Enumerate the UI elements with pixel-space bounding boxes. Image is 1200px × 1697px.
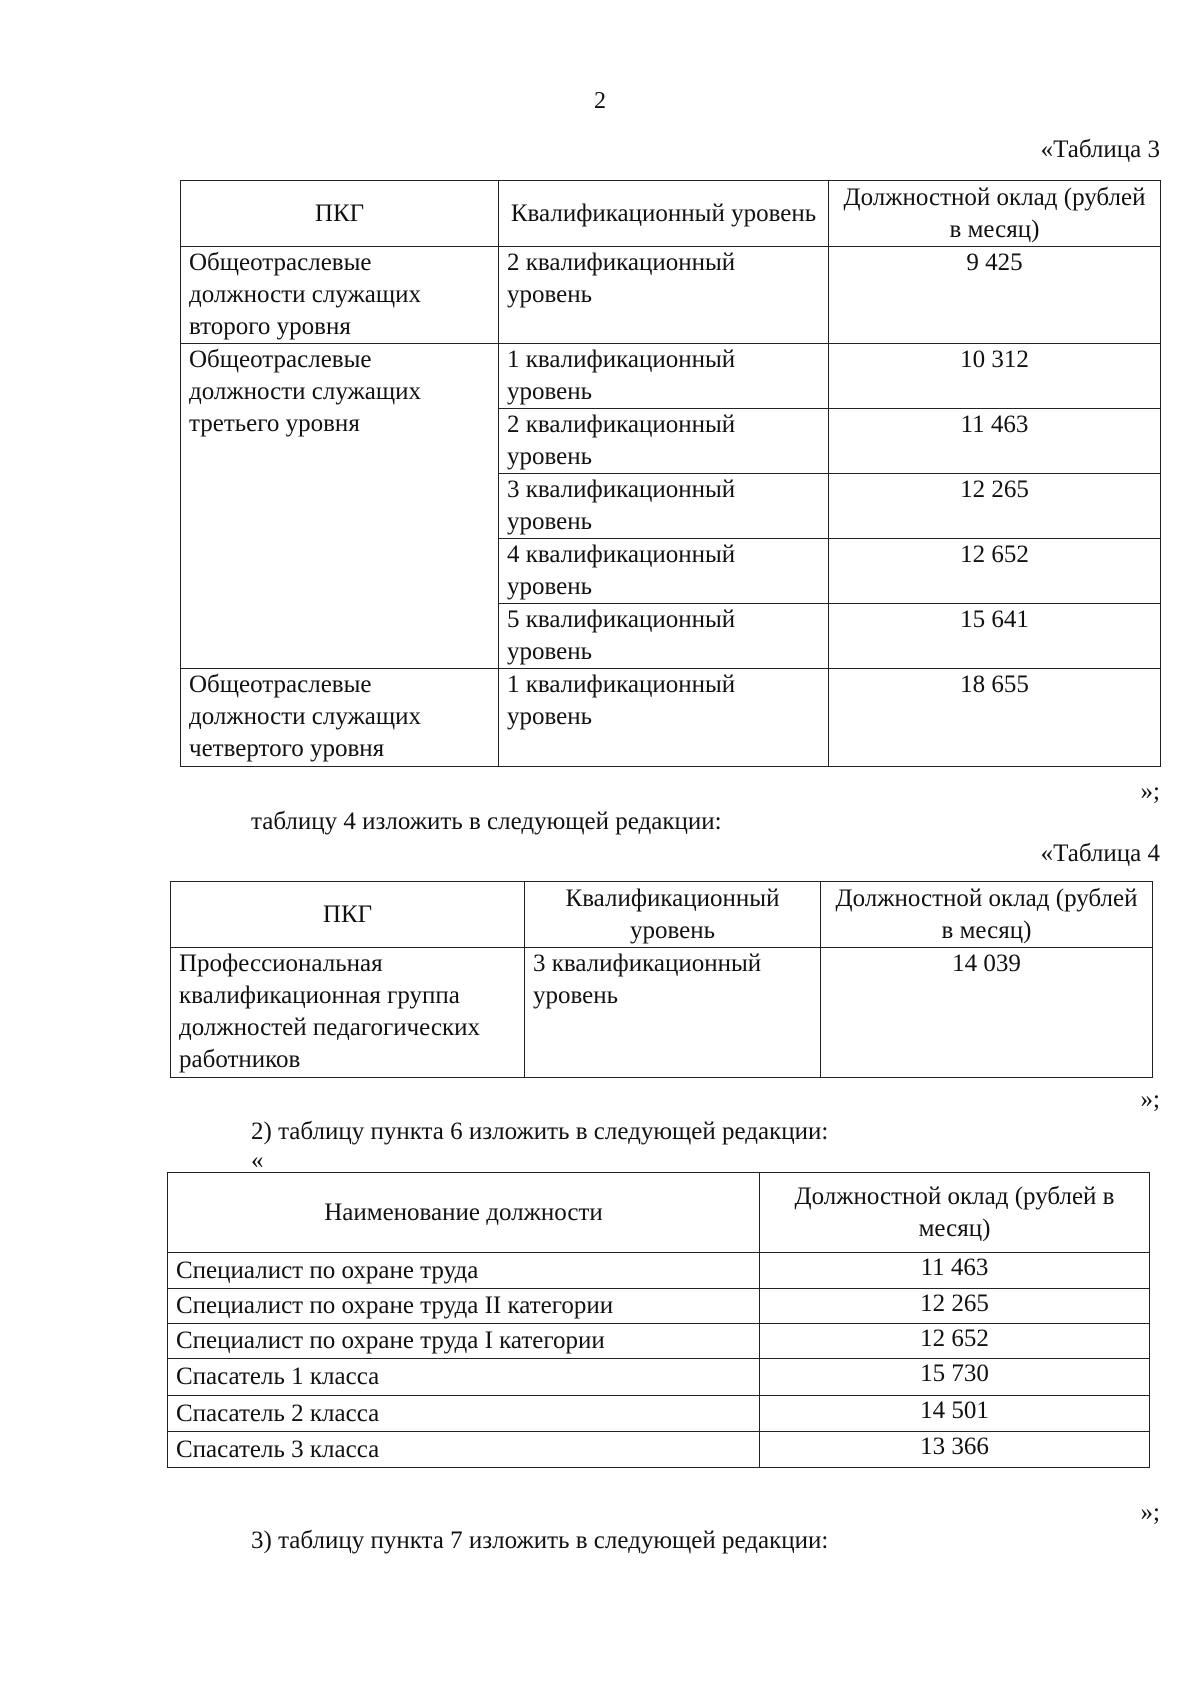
table-row: [181, 669, 1161, 767]
table4: [170, 881, 1153, 1078]
table5-position: Спасатель 2 класса: [168, 1396, 760, 1432]
table-row: [168, 1432, 1150, 1468]
table5-salary: 12 652: [760, 1324, 1150, 1359]
table4-salary: 14 039: [821, 948, 1153, 1078]
table3-salary: 9 425: [829, 247, 1161, 344]
table5-salary: 11 463: [760, 1253, 1150, 1289]
table3-salary: 11 463: [829, 409, 1161, 474]
table5-position: Спасатель 1 класса: [168, 1359, 760, 1396]
table3-level: 4 квалификационный уровень: [499, 539, 829, 604]
table4-level: 3 квалификационный уровень: [525, 948, 821, 1078]
table3-header-pkg: ПКГ: [181, 181, 499, 247]
table3-level: 3 квалификационный уровень: [499, 474, 829, 539]
table5: [167, 1172, 1150, 1468]
table4-header-level: Квалификационный уровень: [525, 882, 821, 948]
paragraph-item6: 2) таблицу пункта 6 изложить в следующей редакции:: [251, 1118, 829, 1145]
table4-label: «Таблица 4: [1040, 840, 1160, 867]
table3-header-row: [181, 181, 1161, 247]
table3-salary: 12 265: [829, 474, 1161, 539]
table5-position: Спасатель 3 класса: [168, 1432, 760, 1468]
table5-header-row: [168, 1173, 1150, 1253]
table5-open-quote: «: [251, 1147, 264, 1174]
table3-header-salary: Должностной оклад (рублей в месяц): [829, 181, 1161, 247]
table5-position: Специалист по охране труда I категории: [168, 1324, 760, 1359]
table5-position: Специалист по охране труда II категории: [168, 1289, 760, 1324]
table3-label: «Таблица 3: [1040, 136, 1160, 163]
table-row: [181, 344, 1161, 409]
table3-salary: 10 312: [829, 344, 1161, 409]
table5-closing-quote: »;: [1140, 1499, 1160, 1526]
table3-level: 2 квалификационный уровень: [499, 247, 829, 344]
table4-header-row: [171, 882, 1153, 948]
table3-level: 2 квалификационный уровень: [499, 409, 829, 474]
table5-position: Специалист по охране труда: [168, 1253, 760, 1289]
table4-group-name: Профессиональная квалификационная группа должностей педагогических работников: [171, 948, 525, 1078]
table-row: [168, 1289, 1150, 1324]
table3-salary: 18 655: [829, 669, 1161, 767]
table-row: [168, 1253, 1150, 1289]
table4-header-pkg: ПКГ: [171, 882, 525, 948]
table3-header-level: Квалификационный уровень: [499, 181, 829, 247]
table3-level: 5 квалификационный уровень: [499, 604, 829, 669]
table3-salary: 12 652: [829, 539, 1161, 604]
table3-level: 1 квалификационный уровень: [499, 344, 829, 409]
table4-header-salary: Должностной оклад (рублей в месяц): [821, 882, 1153, 948]
table5-salary: 13 366: [760, 1432, 1150, 1468]
table4-closing-quote: »;: [1140, 1086, 1160, 1113]
page-number: 2: [594, 88, 606, 114]
table5-header-salary: Должностной оклад (рублей в месяц): [760, 1173, 1150, 1253]
table3-group-name: Общеотраслевые должности служащих третьего уровня: [181, 344, 499, 669]
table-row: [168, 1396, 1150, 1432]
table5-header-position: Наименование должности: [168, 1173, 760, 1253]
table5-salary: 15 730: [760, 1359, 1150, 1396]
paragraph-item7: 3) таблицу пункта 7 изложить в следующей редакции:: [251, 1527, 829, 1554]
table3-closing-quote: »;: [1140, 778, 1160, 805]
table3-salary: 15 641: [829, 604, 1161, 669]
table-row: [171, 948, 1153, 1078]
table-row: [168, 1359, 1150, 1396]
table3-group-name: Общеотраслевые должности служащих второго уровня: [181, 247, 499, 344]
table3-group-name: Общеотраслевые должности служащих четвертого уровня: [181, 669, 499, 767]
table3-level: 1 квалификационный уровень: [499, 669, 829, 767]
table3: [180, 180, 1161, 767]
table5-salary: 14 501: [760, 1396, 1150, 1432]
table5-salary: 12 265: [760, 1289, 1150, 1324]
table-row: [168, 1324, 1150, 1359]
table-row: [181, 247, 1161, 344]
paragraph-table4-intro: таблицу 4 изложить в следующей редакции:: [251, 808, 722, 835]
